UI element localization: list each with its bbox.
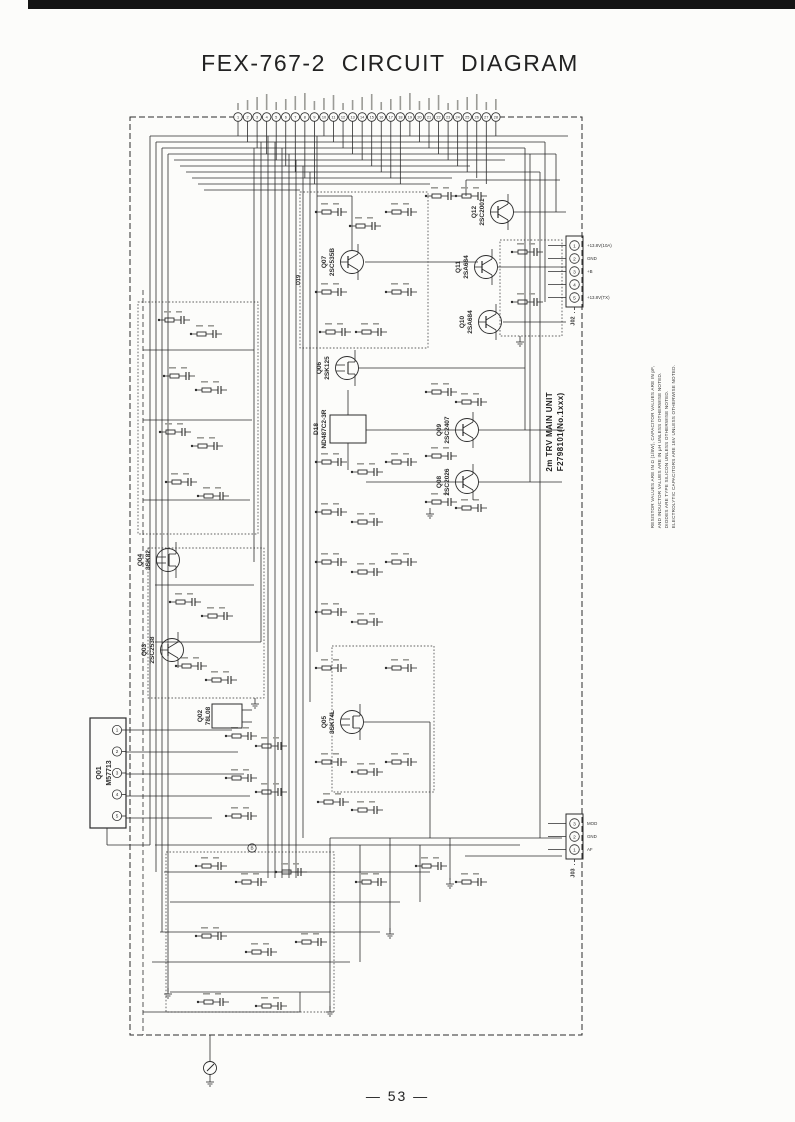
svg-text:5: 5 bbox=[115, 813, 119, 819]
svg-text:78L08: 78L08 bbox=[205, 706, 212, 726]
svg-text:MOD: MOD bbox=[587, 821, 598, 826]
component-q02 bbox=[197, 704, 252, 728]
component-q08 bbox=[436, 464, 479, 500]
svg-text:Q09: Q09 bbox=[436, 423, 443, 437]
svg-text:2SA684: 2SA684 bbox=[463, 255, 470, 279]
note-line: RESISTOR VALUES ARE IN Ω (1/8W), CAPACITOR VALUES ARE IN pF, bbox=[649, 365, 655, 529]
svg-text:2: 2 bbox=[115, 749, 119, 755]
svg-text:Q01: Q01 bbox=[96, 766, 103, 780]
component-clusters bbox=[158, 187, 543, 1010]
svg-text:1: 1 bbox=[573, 244, 576, 250]
component-q11 bbox=[455, 249, 498, 285]
svg-text:6: 6 bbox=[284, 115, 287, 120]
svg-text:Q12: Q12 bbox=[471, 205, 478, 219]
unit-label-line1: 2m TRV MAIN UNIT bbox=[545, 392, 555, 472]
svg-text:GND: GND bbox=[587, 834, 597, 839]
ground-symbols bbox=[164, 336, 524, 1086]
page-title: FEX-767-2 CIRCUIT DIAGRAM bbox=[201, 50, 579, 76]
component-q01 bbox=[90, 718, 126, 828]
svg-text:4: 4 bbox=[573, 283, 576, 289]
svg-text:Q08: Q08 bbox=[436, 475, 443, 489]
antenna-jack bbox=[204, 1062, 217, 1079]
svg-text:4: 4 bbox=[115, 792, 119, 798]
svg-text:2SC2001: 2SC2001 bbox=[479, 198, 486, 226]
svg-text:D19: D19 bbox=[296, 274, 302, 286]
svg-text:2: 2 bbox=[573, 257, 576, 263]
svg-text:10: 10 bbox=[321, 115, 327, 120]
svg-text:Q02: Q02 bbox=[197, 709, 204, 723]
svg-text:23: 23 bbox=[445, 115, 451, 120]
svg-text:12: 12 bbox=[340, 115, 346, 120]
svg-text:5: 5 bbox=[573, 296, 576, 302]
svg-text:25: 25 bbox=[465, 115, 470, 120]
svg-text:2: 2 bbox=[573, 835, 576, 841]
svg-text:27: 27 bbox=[484, 115, 489, 120]
svg-text:20: 20 bbox=[417, 115, 422, 120]
svg-text:B: B bbox=[250, 845, 254, 851]
svg-text:2SA684: 2SA684 bbox=[467, 310, 474, 334]
unit-label bbox=[545, 365, 567, 499]
svg-text:Q04: Q04 bbox=[137, 553, 144, 567]
top-connector-row bbox=[234, 93, 500, 184]
svg-text:4: 4 bbox=[265, 115, 268, 120]
svg-text:16: 16 bbox=[379, 115, 384, 120]
svg-text:21: 21 bbox=[426, 115, 432, 120]
svg-text:Q07: Q07 bbox=[321, 255, 328, 269]
component-q05 bbox=[321, 704, 364, 740]
svg-text:Q10: Q10 bbox=[459, 315, 466, 329]
svg-text:Q11: Q11 bbox=[455, 261, 462, 273]
svg-text:Q06: Q06 bbox=[316, 361, 323, 375]
inline-labels bbox=[248, 844, 256, 852]
component-q12 bbox=[471, 194, 514, 230]
svg-text:M57713: M57713 bbox=[106, 760, 113, 786]
wires bbox=[107, 136, 568, 1061]
svg-text:+13.8V(TX): +13.8V(TX) bbox=[587, 295, 610, 300]
note-line: DIODES ARE TYPE SILICON UNLESS OTHERWISE NOTED. bbox=[664, 390, 669, 529]
svg-text:3: 3 bbox=[115, 770, 119, 776]
svg-text:GND: GND bbox=[587, 256, 597, 261]
svg-text:3: 3 bbox=[573, 822, 576, 828]
unit-label-line2: F2798101(No.1xxx) bbox=[556, 392, 565, 472]
svg-text:ND487C2-3R: ND487C2-3R bbox=[321, 409, 328, 449]
main-unit-border bbox=[130, 117, 582, 1035]
svg-text:J02: J02 bbox=[570, 316, 577, 326]
svg-text:2: 2 bbox=[246, 115, 249, 120]
svg-text:24: 24 bbox=[455, 115, 460, 120]
svg-text:11: 11 bbox=[331, 115, 336, 120]
shield-boxes bbox=[138, 192, 562, 1012]
svg-text:22: 22 bbox=[436, 115, 441, 120]
svg-text:5: 5 bbox=[275, 115, 278, 120]
svg-text:9: 9 bbox=[313, 115, 316, 120]
svg-text:AF: AF bbox=[587, 847, 593, 852]
note-line: ELECTROLYTIC CAPACITORS ARE 16V UNLESS OTHERWISE NOTED. bbox=[671, 364, 677, 529]
svg-text:26: 26 bbox=[474, 115, 479, 120]
svg-text:28: 28 bbox=[493, 115, 498, 120]
connector-j03 bbox=[548, 814, 597, 878]
page-number: — 53 — bbox=[365, 1088, 430, 1104]
schematic-notes bbox=[649, 298, 677, 528]
svg-text:2SC2407: 2SC2407 bbox=[444, 416, 451, 444]
svg-text:+B: +B bbox=[587, 269, 593, 274]
svg-text:+13.8V(10A): +13.8V(10A) bbox=[587, 243, 612, 248]
svg-text:J03: J03 bbox=[570, 868, 577, 878]
svg-text:14: 14 bbox=[360, 115, 365, 120]
svg-text:3SK82: 3SK82 bbox=[145, 550, 152, 570]
svg-text:Q05: Q05 bbox=[321, 715, 328, 729]
connector-j02 bbox=[548, 236, 612, 326]
svg-text:13: 13 bbox=[350, 115, 355, 120]
note-line: AND INDUCTOR VALUES ARE IN μH UNLESS OTHERWISE NOTED. bbox=[656, 372, 662, 529]
svg-text:3SK74L: 3SK74L bbox=[329, 710, 336, 734]
svg-text:2SC2538: 2SC2538 bbox=[149, 636, 156, 664]
svg-text:18: 18 bbox=[398, 115, 403, 120]
component-q06 bbox=[316, 350, 359, 386]
svg-text:1: 1 bbox=[115, 727, 119, 733]
svg-text:3: 3 bbox=[256, 115, 259, 120]
svg-text:17: 17 bbox=[388, 115, 393, 120]
component-d18 bbox=[313, 409, 366, 448]
svg-text:2SC2026: 2SC2026 bbox=[444, 468, 451, 496]
svg-text:2SC535B: 2SC535B bbox=[329, 247, 336, 277]
svg-text:1: 1 bbox=[573, 848, 576, 854]
svg-text:7: 7 bbox=[294, 115, 297, 120]
svg-text:19: 19 bbox=[407, 115, 413, 120]
component-d19 bbox=[296, 275, 302, 285]
svg-text:8: 8 bbox=[303, 115, 306, 120]
svg-text:2SK125: 2SK125 bbox=[324, 356, 331, 380]
component-q10 bbox=[459, 304, 502, 340]
svg-text:D18: D18 bbox=[313, 423, 320, 435]
svg-text:Q03: Q03 bbox=[141, 643, 148, 657]
component-q09 bbox=[436, 412, 479, 448]
component-q07 bbox=[321, 244, 364, 280]
svg-text:3: 3 bbox=[573, 270, 576, 276]
svg-text:15: 15 bbox=[369, 115, 374, 120]
svg-text:1: 1 bbox=[236, 115, 240, 120]
